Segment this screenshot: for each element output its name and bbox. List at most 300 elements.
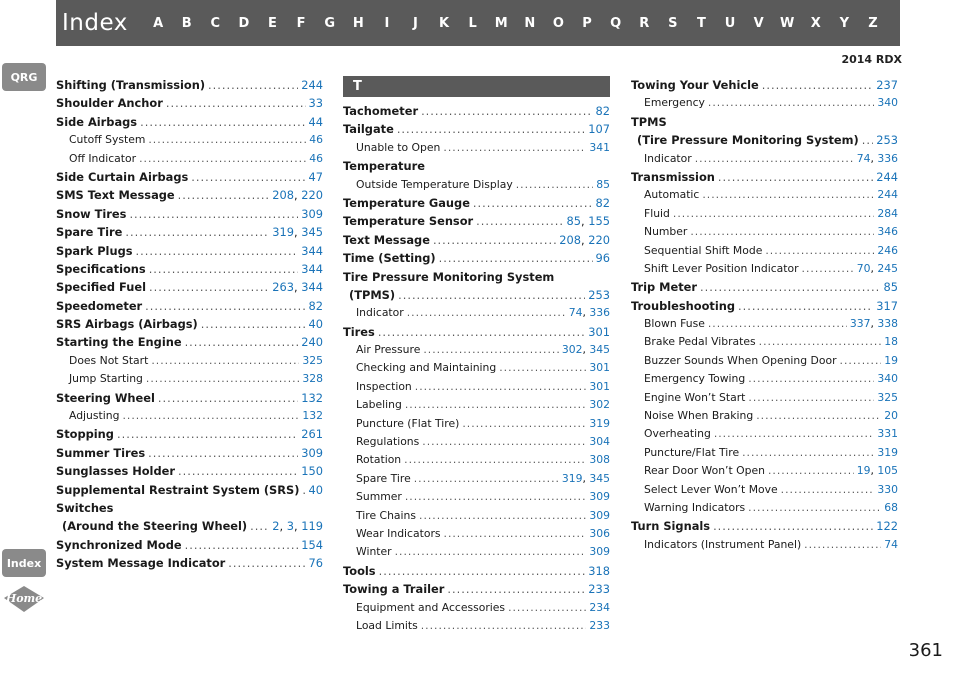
index-entry [631, 242, 898, 260]
page-refs [877, 186, 898, 204]
dot-leader [700, 278, 880, 296]
page-link[interactable]: 309 [589, 545, 610, 559]
dot-leader [473, 194, 593, 212]
dot-leader [146, 370, 299, 388]
page-refs [588, 286, 610, 304]
page-link[interactable]: 237 [876, 78, 898, 92]
index-button[interactable]: Index [2, 549, 46, 577]
page-link[interactable]: 107 [588, 122, 610, 137]
page-refs [589, 543, 610, 561]
page-link[interactable]: 44 [308, 114, 323, 129]
page-link[interactable]: 345 [589, 471, 610, 485]
page-refs [589, 488, 610, 506]
dot-leader [690, 223, 874, 241]
entry-label: Cutoff System [69, 133, 146, 147]
page-link[interactable]: 336 [589, 306, 610, 320]
letter-link-r[interactable]: R [639, 15, 650, 31]
page-link[interactable]: 253 [588, 287, 610, 302]
page-link[interactable]: 304 [589, 435, 610, 449]
letter-link-s[interactable]: S [668, 15, 678, 31]
index-entry [56, 462, 323, 480]
page-refs [877, 481, 898, 499]
page-link[interactable]: 346 [877, 225, 898, 239]
page-link[interactable]: 306 [589, 526, 610, 540]
page-refs [884, 333, 898, 351]
dot-leader [695, 150, 854, 168]
page-link[interactable]: 261 [301, 427, 323, 442]
letter-link-l[interactable]: L [468, 15, 477, 31]
page-refs [589, 433, 610, 451]
dot-leader [708, 315, 847, 333]
index-entry [631, 407, 898, 425]
letter-link-y[interactable]: Y [839, 15, 850, 31]
index-entry [56, 168, 323, 186]
letter-link-h[interactable]: H [352, 15, 364, 31]
page-link[interactable]: 245 [877, 261, 898, 275]
entry-label: Switches [56, 500, 114, 515]
dot-leader [158, 389, 298, 407]
page-link[interactable]: 284 [877, 206, 898, 220]
dot-leader [129, 205, 298, 223]
page-refs [876, 168, 898, 186]
page-link[interactable]: 47 [308, 169, 323, 184]
entry-label: Sequential Shift Mode [644, 243, 763, 257]
letter-link-v[interactable]: V [753, 15, 764, 31]
page-link[interactable]: 244 [877, 188, 898, 202]
home-label: Home [5, 592, 43, 605]
page-link[interactable]: 240 [301, 335, 323, 350]
page-refs [876, 297, 898, 315]
page-link[interactable]: 74 [568, 306, 583, 320]
entry-label: Starting the Engine [56, 335, 182, 350]
index-entry [56, 536, 323, 554]
page-refs [301, 333, 323, 351]
page-refs: 319, 345 [561, 471, 610, 485]
dot-leader [178, 186, 270, 204]
letter-link-b[interactable]: B [181, 15, 192, 31]
page-refs [877, 223, 898, 241]
entry-label: Emergency [644, 96, 705, 110]
entry-label: Towing Your Vehicle [631, 78, 759, 92]
dot-leader [166, 94, 306, 112]
page-refs: 2, 3, 119 [272, 519, 323, 534]
dot-leader [139, 150, 306, 168]
letter-link-n[interactable]: N [524, 15, 536, 31]
page-link[interactable]: 301 [589, 379, 610, 393]
index-entry [56, 315, 323, 333]
index-entry [343, 102, 610, 120]
entry-label: Automatic [644, 188, 700, 202]
entry-label: Shift Lever Position Indicator [644, 261, 799, 275]
page-link[interactable]: 132 [301, 390, 323, 405]
index-entry [631, 499, 898, 517]
page-link[interactable]: 220 [588, 232, 610, 247]
page-link[interactable]: 309 [301, 206, 323, 221]
letter-link-g[interactable]: G [324, 15, 336, 31]
dot-leader [702, 186, 874, 204]
page-link[interactable]: 336 [877, 151, 898, 165]
entry-label: Side Airbags [56, 114, 138, 129]
entry-label: Rear Door Won’t Open [644, 464, 765, 478]
page-refs: 85, 155 [566, 214, 610, 229]
entry-label: Checking and Maintaining [356, 361, 497, 375]
entry-label: SRS Airbags (Airbags) [56, 317, 198, 332]
entry-label: Towing a Trailer [343, 582, 445, 597]
entry-label: Shifting (Transmission) [56, 78, 206, 92]
page-link[interactable]: 244 [301, 78, 323, 92]
index-entry [343, 599, 610, 617]
index-entry [56, 333, 323, 351]
page-link[interactable]: 302 [561, 343, 583, 357]
index-entry [343, 525, 610, 543]
page-link[interactable]: 82 [595, 104, 610, 118]
letter-link-e[interactable]: E [268, 15, 277, 31]
page-link[interactable]: 325 [302, 353, 323, 367]
page-link[interactable]: 338 [877, 317, 898, 331]
page-refs: 337, 338 [849, 317, 898, 331]
entry-label: Jump Starting [69, 372, 143, 386]
letter-link-z[interactable]: Z [868, 15, 878, 31]
index-entry [631, 481, 898, 499]
entry-label: Off Indicator [69, 151, 137, 165]
page-link[interactable]: 208 [272, 188, 294, 203]
index-entry [631, 150, 898, 168]
entry-label: Spark Plugs [56, 243, 133, 258]
page-link[interactable]: 74 [884, 537, 898, 551]
page-link[interactable]: 155 [588, 214, 610, 229]
page-link[interactable]: 302 [589, 398, 610, 412]
page-link[interactable]: 46 [309, 151, 323, 165]
page-link[interactable]: 74 [856, 151, 871, 165]
page-link[interactable]: 345 [301, 225, 323, 240]
dot-leader [508, 599, 586, 617]
index-entry [631, 223, 898, 241]
page-link[interactable]: 220 [301, 188, 323, 203]
page-link[interactable]: 330 [877, 482, 898, 496]
page-refs [589, 415, 610, 433]
page-link[interactable]: 122 [876, 519, 898, 534]
dot-leader [765, 242, 874, 260]
page-refs: 208, 220 [272, 188, 323, 203]
dot-leader [208, 76, 298, 94]
entry-label: Equipment and Accessories [356, 600, 506, 614]
index-entry [343, 268, 610, 286]
entry-label: Labeling [356, 398, 402, 412]
dot-leader [404, 451, 586, 469]
index-entry [56, 113, 323, 131]
page-link[interactable]: 208 [559, 232, 581, 247]
page-link[interactable]: 233 [588, 582, 610, 597]
letter-link-w[interactable]: W [780, 15, 795, 31]
entry-label: System Message Indicator [56, 556, 226, 571]
index-entry [343, 470, 610, 488]
page-refs [588, 323, 610, 341]
page-link[interactable]: 40 [308, 482, 323, 497]
dot-leader [439, 249, 593, 267]
dot-leader [405, 396, 587, 414]
page-link[interactable]: 119 [301, 519, 323, 534]
letter-link-u[interactable]: U [724, 15, 736, 31]
dot-leader [379, 562, 586, 580]
page-link[interactable]: 68 [884, 500, 898, 514]
page-refs [877, 94, 898, 112]
dot-leader [148, 131, 306, 149]
page-refs [588, 120, 610, 138]
page-link[interactable]: 325 [877, 390, 898, 404]
entry-label: Supplemental Restraint System (SRS) [56, 482, 300, 497]
entry-label: Transmission [631, 169, 715, 184]
page-refs: 208, 220 [559, 232, 610, 247]
letter-link-o[interactable]: O [552, 15, 564, 31]
letter-link-d[interactable]: D [238, 15, 250, 31]
page-link[interactable]: 340 [877, 372, 898, 386]
index-entry [343, 304, 610, 322]
entry-label: Winter [356, 545, 392, 559]
page-link[interactable]: 328 [302, 372, 323, 386]
index-entry [56, 425, 323, 443]
index-entry [56, 407, 323, 425]
page-link[interactable]: 19 [884, 353, 898, 367]
dot-leader [862, 131, 874, 149]
dot-leader [378, 323, 585, 341]
index-entry [343, 433, 610, 451]
dot-leader [444, 525, 587, 543]
dot-leader [414, 470, 559, 488]
entry-label: Tires [343, 324, 375, 339]
page-link[interactable]: 85 [566, 214, 581, 229]
page-link[interactable]: 154 [301, 537, 323, 552]
page-link[interactable]: 331 [877, 427, 898, 441]
entry-label: Unable to Open [356, 140, 441, 154]
qrg-button[interactable]: QRG [2, 63, 46, 91]
page-refs [309, 554, 324, 572]
page-refs [596, 176, 610, 194]
entry-label: TPMS [631, 114, 667, 129]
dot-leader [302, 481, 305, 499]
page-link[interactable]: 18 [884, 335, 898, 349]
letter-link-t[interactable]: T [696, 15, 706, 31]
entry-label: Tools [343, 563, 376, 578]
page-link[interactable]: 309 [301, 445, 323, 460]
entry-label: Summer [356, 490, 402, 504]
dot-leader [462, 415, 586, 433]
dot-leader [178, 462, 298, 480]
page-link[interactable]: 308 [589, 453, 610, 467]
dot-leader [443, 139, 586, 157]
page-refs [877, 242, 898, 260]
page-refs [309, 94, 324, 112]
page-link[interactable]: 301 [589, 361, 610, 375]
index-entry [56, 260, 323, 278]
dot-leader [419, 507, 586, 525]
entry-label: Adjusting [69, 409, 120, 423]
dot-leader [407, 304, 566, 322]
entry-label: Snow Tires [56, 206, 127, 221]
page-link[interactable]: 76 [308, 556, 323, 571]
dot-leader [148, 444, 298, 462]
index-entry [56, 131, 323, 149]
page-link[interactable]: 309 [589, 490, 610, 504]
entry-label: Fluid [644, 206, 670, 220]
page-link[interactable]: 318 [588, 563, 610, 578]
index-entry [631, 370, 898, 388]
entry-label: Air Pressure [356, 343, 421, 357]
page-refs: 74, 336 [856, 151, 898, 165]
entry-label: Steering Wheel [56, 390, 155, 405]
page-link[interactable]: 40 [308, 317, 323, 332]
page-refs [876, 517, 898, 535]
page-link[interactable]: 319 [589, 416, 610, 430]
index-entry [56, 94, 323, 112]
dot-leader [516, 176, 594, 194]
dot-leader [718, 168, 873, 186]
page-link[interactable]: 246 [877, 243, 898, 257]
model-label: 2014 RDX [841, 53, 902, 66]
entry-label: (Tire Pressure Monitoring System) [637, 133, 859, 148]
dot-leader [738, 297, 873, 315]
page-link[interactable]: 344 [301, 280, 323, 295]
page-link[interactable]: 19 [856, 464, 871, 478]
page-link[interactable]: 244 [876, 169, 898, 184]
page-link[interactable]: 3 [286, 519, 294, 534]
index-entry [343, 176, 610, 194]
page-link[interactable]: 234 [589, 600, 610, 614]
dot-leader [117, 425, 298, 443]
page-link[interactable]: 85 [596, 177, 610, 191]
index-entry [343, 341, 610, 359]
page-refs [589, 139, 610, 157]
index-entry [56, 76, 323, 94]
dot-leader [742, 444, 874, 462]
page-link[interactable]: 33 [308, 96, 323, 111]
dot-leader [191, 168, 305, 186]
page-link[interactable]: 70 [856, 261, 871, 275]
letter-link-k[interactable]: K [439, 15, 450, 31]
dot-leader [201, 315, 306, 333]
index-entry [343, 488, 610, 506]
page-refs [301, 389, 323, 407]
page-refs [309, 168, 324, 186]
page-link[interactable]: 2 [272, 519, 280, 534]
page-link[interactable]: 344 [301, 243, 323, 258]
page-link[interactable]: 233 [589, 618, 610, 632]
page-link[interactable]: 309 [589, 508, 610, 522]
index-entry [631, 297, 898, 315]
page-refs [877, 389, 898, 407]
index-entry [343, 231, 610, 249]
dot-leader [748, 370, 874, 388]
page-refs: 319, 345 [272, 225, 323, 240]
page-refs [302, 352, 323, 370]
page-link[interactable]: 132 [302, 409, 323, 423]
page-refs [589, 359, 610, 377]
letter-link-f[interactable]: F [296, 15, 306, 31]
entry-label: Regulations [356, 435, 420, 449]
letter-link-j[interactable]: J [413, 15, 418, 31]
page-refs [589, 507, 610, 525]
page-refs [301, 536, 323, 554]
index-entry [56, 278, 323, 296]
page-refs [309, 315, 324, 333]
page-link[interactable]: 82 [595, 195, 610, 210]
page-link[interactable]: 96 [595, 251, 610, 266]
index-entry [631, 517, 898, 535]
home-button[interactable] [2, 584, 46, 614]
letter-link-m[interactable]: M [494, 15, 508, 31]
entry-label: Noise When Braking [644, 409, 754, 423]
entry-label: Puncture (Flat Tire) [356, 416, 460, 430]
dot-leader [748, 389, 874, 407]
page-link[interactable]: 319 [877, 445, 898, 459]
letter-link-c[interactable]: C [210, 15, 221, 31]
page-link[interactable]: 319 [561, 471, 583, 485]
index-entry [631, 536, 898, 554]
entry-label: Indicator [356, 306, 404, 320]
page-link[interactable]: 337 [849, 317, 871, 331]
page-link[interactable]: 82 [308, 298, 323, 313]
dot-leader [421, 102, 592, 120]
page-refs [596, 194, 611, 212]
letter-link-x[interactable]: X [810, 15, 821, 31]
page-link[interactable]: 85 [883, 280, 898, 295]
letter-link-p[interactable]: P [582, 15, 592, 31]
letter-link-q[interactable]: Q [610, 15, 622, 31]
dot-leader [185, 536, 299, 554]
entry-label: Spare Tire [356, 471, 411, 485]
page-link[interactable]: 253 [876, 133, 898, 148]
entry-label: Brake Pedal Vibrates [644, 335, 756, 349]
entry-label: Specifications [56, 261, 146, 276]
page-refs: 302, 345 [561, 343, 610, 357]
dot-leader [149, 278, 269, 296]
page-link[interactable]: 46 [309, 133, 323, 147]
index-entry [56, 223, 323, 241]
page-refs [589, 451, 610, 469]
letter-link-a[interactable]: A [153, 15, 164, 31]
page-link[interactable]: 344 [301, 261, 323, 276]
letter-link-i[interactable]: I [384, 15, 390, 31]
page-link[interactable]: 105 [877, 464, 898, 478]
entry-label: Time (Setting) [343, 251, 436, 266]
page-link[interactable]: 263 [272, 280, 294, 295]
page-link[interactable]: 150 [301, 464, 323, 479]
page-link[interactable]: 340 [877, 96, 898, 110]
index-entry [631, 205, 898, 223]
index-entry [56, 554, 323, 572]
index-entry [56, 499, 323, 517]
dot-leader [140, 113, 305, 131]
page-link[interactable]: 341 [589, 140, 610, 154]
index-title: Index [62, 10, 128, 36]
page-link[interactable]: 319 [272, 225, 294, 240]
dot-leader [185, 333, 299, 351]
page-link[interactable]: 345 [589, 343, 610, 357]
entry-label: Synchronized Mode [56, 537, 182, 552]
page-link[interactable]: 301 [588, 324, 610, 339]
page-link[interactable]: 317 [876, 298, 898, 313]
index-entry [343, 507, 610, 525]
dot-leader [397, 120, 585, 138]
page-refs [301, 462, 323, 480]
page-link[interactable]: 20 [884, 409, 898, 423]
index-entry [631, 444, 898, 462]
entry-label: Outside Temperature Display [356, 177, 513, 191]
page-refs [588, 580, 610, 598]
alphabet-nav [144, 16, 887, 31]
dot-leader [713, 517, 873, 535]
entry-label: Does Not Start [69, 353, 149, 367]
index-entry [343, 359, 610, 377]
